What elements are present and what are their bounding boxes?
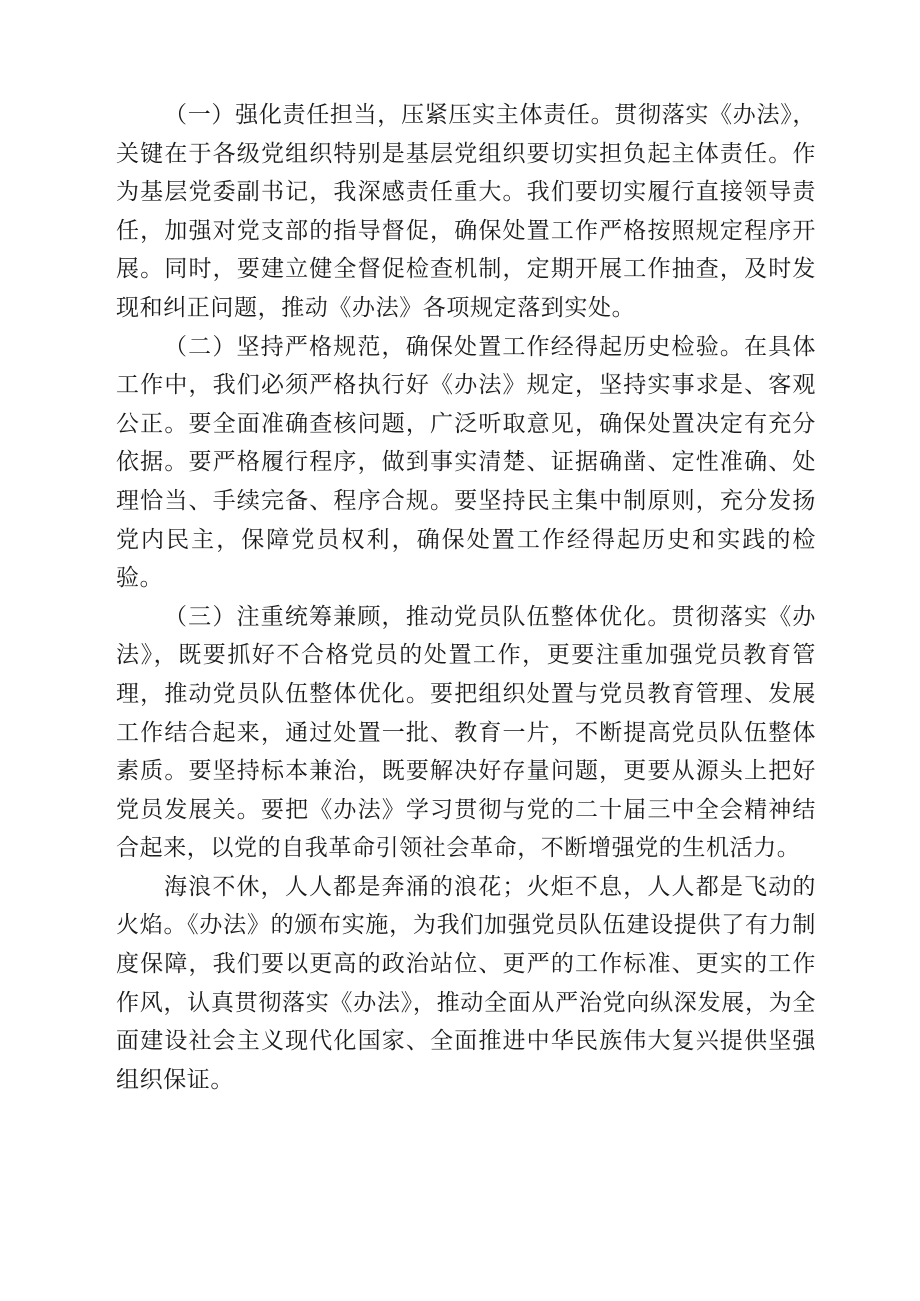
paragraph-responsibility: （一）强化责任担当，压紧压实主体责任。贯彻落实《办法》，关键在于各级党组织特别是基层党组织要切实担负起主体责任。作为基层党委副书记，我深感责任重大。我们要切实履行直接领导责任，加强对党支部的指导督促，确保处置工作严格按照规定程序开展。同时，要建立健全督促检查机制，定期开展工作抽查，及时发现和纠正问题，推动《办法》各项规定落到实处。	[116, 102, 816, 321]
document-body	[116, 96, 816, 1099]
paragraph-coordination: （三）注重统筹兼顾，推动党员队伍整体优化。贯彻落实《办法》，既要抓好不合格党员的处置工作，更要注重加强党员教育管理，推动党员队伍整体优化。要把组织处置与党员教育管理、发展工作结合起来，通过处置一批、教育一片，不断提高党员队伍整体素质。要坚持标本兼治，既要解决好存量问题，更要从源头上把好党员发展关。要把《办法》学习贯彻与党的二十届三中全会精神结合起来，以党的自我革命引领社会革命，不断增强党的生机活力。	[116, 603, 816, 862]
paragraph-conclusion: 海浪不休，人人都是奔涌的浪花；火炬不息，人人都是飞动的火焰。《办法》的颁布实施，为我们加强党员队伍建设提供了有力制度保障，我们要以更高的政治站位、更严的工作标准、更实的工作作风，认真贯彻落实《办法》，推动全面从严治党向纵深发展，为全面建设社会主义现代化国家、全面推进中华民族伟大复兴提供坚强组织保证。	[116, 873, 816, 1093]
paragraph-standardization: （二）坚持严格规范，确保处置工作经得起历史检验。在具体工作中，我们必须严格执行好《办法》规定，坚持实事求是、客观公正。要全面准确查核问题，广泛听取意见，确保处置决定有充分依据。要严格履行程序，做到事实清楚、证据确凿、定性准确、处理恰当、手续完备、程序合规。要坚持民主集中制原则，充分发扬党内民主，保障党员权利，确保处置工作经得起历史和实践的检验。	[116, 333, 816, 592]
